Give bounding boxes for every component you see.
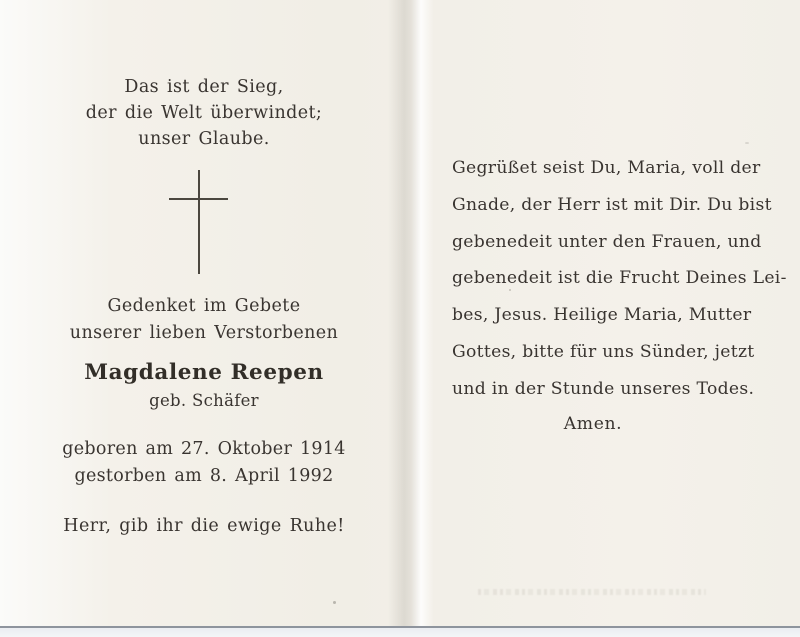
prayer-line: und in der Stunde unseres Todes.	[452, 378, 755, 399]
death-date-line: gestorben am 8. April 1992	[74, 466, 334, 486]
dust-speck	[509, 289, 511, 291]
prayer-block	[452, 150, 787, 434]
prayer-line: Gnade, der Herr ist mit Dir. Du bist	[452, 194, 772, 215]
left-page	[28, 0, 380, 626]
maiden-name: geb. Schäfer	[149, 391, 259, 410]
closing-line: Herr, gib ihr die ewige Ruhe!	[63, 516, 345, 536]
dust-speck	[745, 142, 749, 144]
prayer-line: Gottes, bitte für uns Sünder, jetzt	[452, 341, 755, 362]
scanner-background-strip	[0, 628, 800, 637]
printer-imprint-faint	[478, 589, 706, 595]
cross-vertical-bar	[198, 170, 200, 274]
cross-horizontal-bar	[169, 198, 228, 200]
fold-crease	[388, 0, 434, 626]
cross-icon	[28, 168, 380, 278]
deceased-name: Magdalene Reepen	[84, 360, 324, 385]
memorial-line: Gedenket im Gebete	[107, 296, 301, 316]
verse-block	[28, 74, 380, 152]
prayer-line: gebenedeit unter den Frauen, und	[452, 231, 762, 252]
memorial-line: unserer lieben Verstorbenen	[69, 323, 339, 343]
prayer-line: Gegrüßet seist Du, Maria, voll der	[452, 158, 761, 178]
verse-line: der die Welt überwindet;	[85, 103, 323, 123]
memorial-block	[28, 293, 380, 347]
right-page	[452, 0, 787, 626]
verse-line: Das ist der Sieg,	[124, 77, 284, 97]
dust-speck	[333, 601, 336, 604]
prayer-line: gebenedeit ist die Frucht Deines Lei-	[452, 268, 787, 289]
amen-line: Amen.	[563, 413, 623, 434]
dates-block	[28, 436, 380, 490]
birth-date-line: geboren am 27. Oktober 1914	[62, 439, 346, 459]
prayer-line: bes, Jesus. Heilige Maria, Mutter	[452, 305, 752, 326]
verse-line: unser Glaube.	[138, 129, 270, 149]
